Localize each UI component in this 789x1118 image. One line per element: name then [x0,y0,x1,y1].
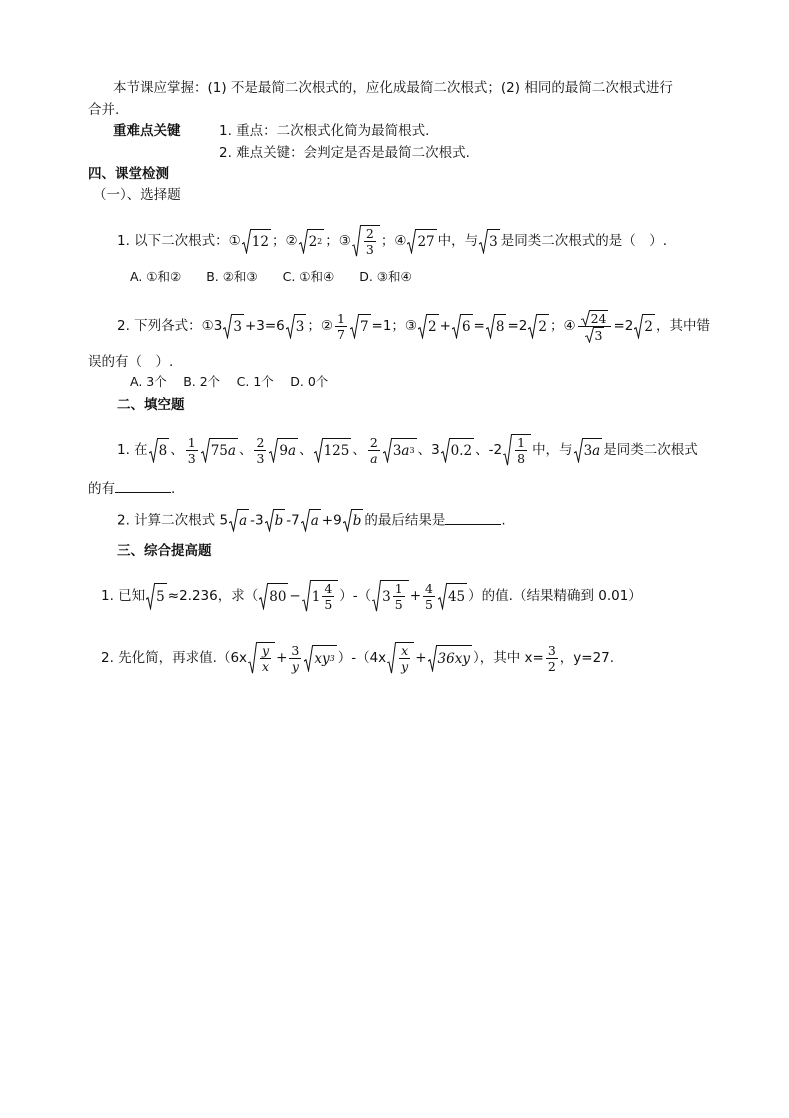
question-2: 2. 下列各式：①3 3 +3=6 3 ；② $\frac{1}{7}$ 7 =1；③ 2 + 6 = 8 =2 2 ；④ $\frac{24}{3}$ =2 2 ，其中错 [117,310,710,343]
key-point-1: 1. 重点：二次根式化简为最简根式. [219,123,430,139]
question-2-line-2: 误的有（ ）. [88,354,174,370]
q1-prefix: 1. 以下二次根式：① [117,233,241,249]
answer-blank[interactable] [115,480,171,493]
section-4-title: 四、课堂检测 [88,166,169,182]
intro-line-2: 合并. [88,102,120,118]
section-2-title: 二、填空题 [117,397,185,413]
sqrt-27: 27 [407,229,436,254]
answer-blank-2[interactable] [445,512,501,525]
sqrt-2-squared: 2 2 [299,229,325,254]
choice-section-title: （一）、选择题 [93,187,181,203]
sqrt-2-over-3: $\frac{2}{3}$ [352,225,380,257]
fill-question-1: 1. 在 8 、 $\frac{1}{3}$ 75 a 、 $\frac{2}{3}$ 9 a 、 125 、 $\frac{2}{a}$ 3 a 3 、3 0.2 、-2 $\frac{1}{8}$ 中，与 3 a 是同类二次根式 [117,434,698,466]
question-1-options: A. ①和② B. ②和③ C. ①和④ D. ③和④ [130,269,412,284]
sqrt-3: 3 [479,229,500,254]
advanced-question-1: 1. 已知 5 ≈2.236，求（ 80 − 1 $\frac{4}{5}$ ）-（ 3 $\frac{1}{5}$ + $\frac{4}{5}$ 45 ）的值.（结果精确到 0.01） [101,580,642,612]
question-2-options: A. 3个 B. 2个 C. 1个 D. 0个 [130,374,329,389]
fraction-1-7: $\frac{1}{7}$ [336,310,345,342]
intro-line-1: 本节课应掌握：(1) 不是最简二次根式的，应化成最简二次根式；(2) 相同的最简二次根式进行 [113,80,673,96]
fraction-sqrt24-sqrt3: $\frac{24}{3}$ [578,309,612,343]
section-3-title: 三、综合提高题 [117,543,212,559]
fill-question-1-line-2: 的有 . [88,481,176,497]
key-point-2: 2. 难点关键：会判定是否是最简二次根式. [219,145,470,161]
question-1: 1. 以下二次根式：① 12 ；② 2 2 ；③ $\frac{2}{3}$ ；④ 27 中，与 3 是同类二次根式的是（ ）. [117,226,668,257]
key-points-label: 重难点关键 [113,123,181,139]
advanced-question-2: 2. 先化简，再求值.（6x $\frac{y}{x}$ + $\frac{3}{y}$ xy 3 ）-（4x $\frac{x}{y}$ + 36xy ），其中 x= $\frac{3}{2}$ ，y=27. [101,642,615,674]
sqrt-12: 12 [242,229,271,254]
fill-question-2: 2. 计算二次根式 5 a -3 b -7 a +9 b 的最后结果是 . [117,509,506,532]
